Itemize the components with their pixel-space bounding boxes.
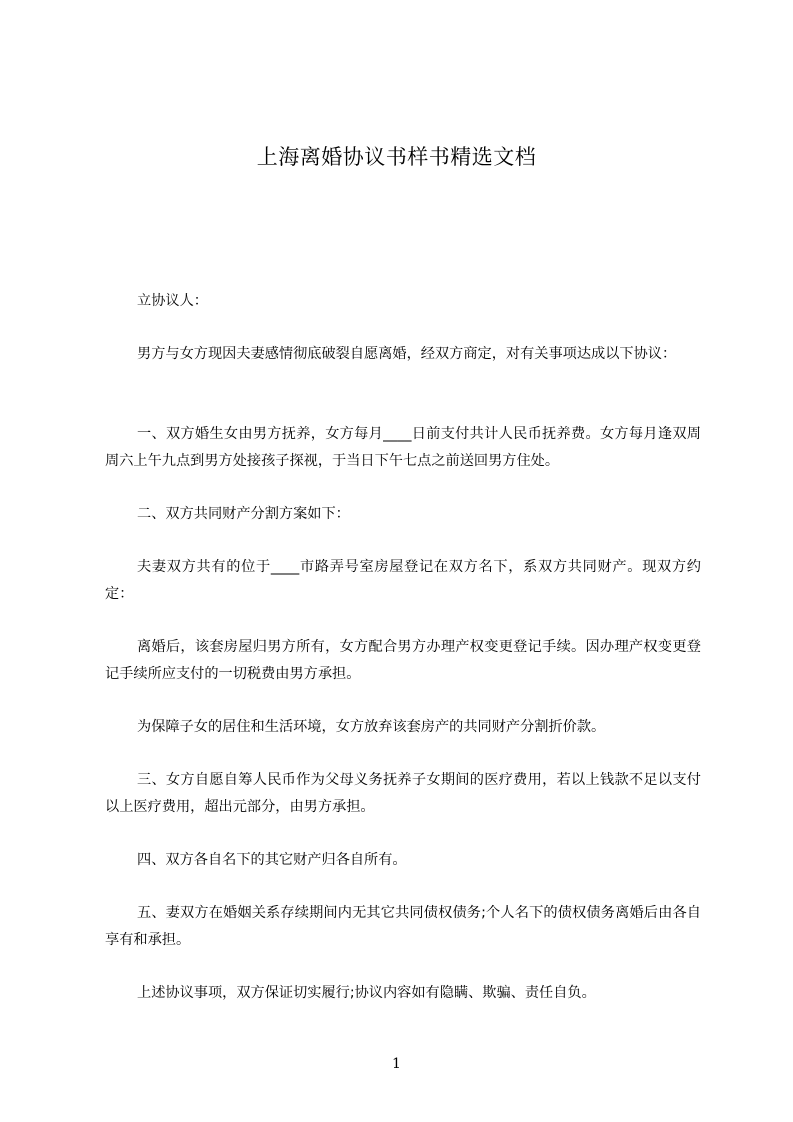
paragraph-property-terms: 离婚后，该套房屋归男方所有，女方配合男方办理产权变更登记手续。因办理产权变更登记手续所应支付的一切税费由男方承担。 [105, 639, 701, 682]
document-title: 上海离婚协议书样书精选文档 [256, 145, 537, 169]
paragraph-clause-2: 二、双方共同财产分割方案如下： [137, 506, 350, 522]
paragraph-clause-1: 一、双方婚生女由男方抚养，女方每月____日前支付共计人民币抚养费。女方每月逢双周周六上午九点到男方处接孩子探视，于当日下午七点之前送回男方住处。 [105, 426, 701, 469]
paragraph-clause-3: 三、女方自愿自筹人民币作为父母义务抚养子女期间的医疗费用，若以上钱款不足以支付以上医疗费用，超出元部分，由男方承担。 [105, 772, 701, 815]
paragraph-waiver: 为保障子女的居住和生活环境，女方放弃该套房产的共同财产分割折价款。 [137, 719, 606, 735]
paragraph-closing: 上述协议事项，双方保证切实履行;协议内容如有隐瞒、欺骗、责任自负。 [137, 985, 596, 1001]
paragraph-clause-4: 四、双方各自名下的其它财产归各自所有。 [137, 852, 407, 868]
paragraph-clause-5: 五、妻双方在婚姻关系存续期间内无其它共同债权债务;个人名下的债权债务离婚后由各自享有和承担。 [105, 905, 701, 948]
paragraph-property: 夫妻双方共有的位于____市路弄号室房屋登记在双方名下，系双方共同财产。现双方约定： [105, 559, 701, 602]
page-number: 1 [392, 1056, 401, 1072]
paragraph-preamble: 男方与女方现因夫妻感情彻底破裂自愿离婚，经双方商定，对有关事项达成以下协议： [137, 346, 677, 362]
paragraph-parties: 立协议人： [137, 293, 208, 309]
